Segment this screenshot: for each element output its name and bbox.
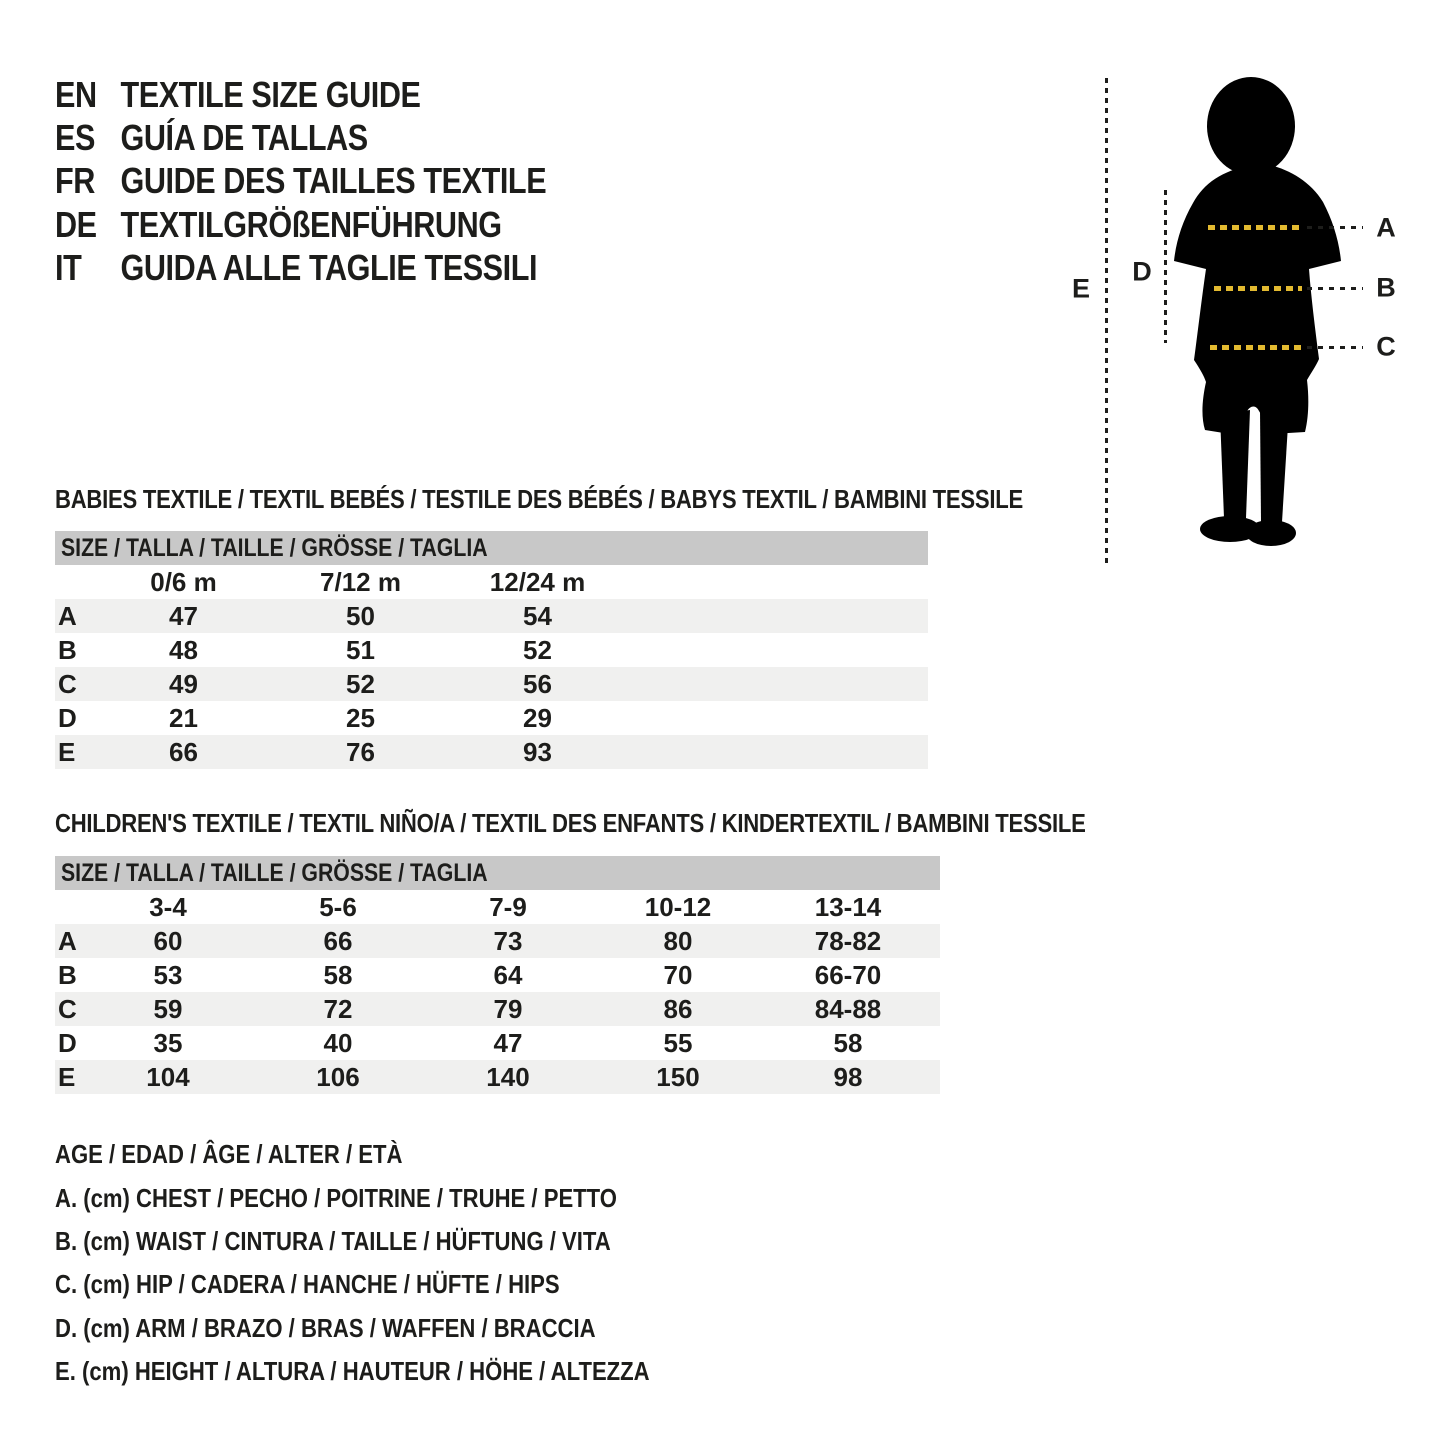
table-row xyxy=(55,1026,940,1060)
column-header: 5-6 xyxy=(319,891,357,922)
chest-dash-yellow xyxy=(1208,225,1304,230)
lang-code: ES xyxy=(55,116,95,158)
filler-cell xyxy=(626,565,928,599)
filler-cell xyxy=(933,890,940,924)
lang-row-fr xyxy=(55,160,633,203)
cell: 60 xyxy=(83,924,253,958)
table-row xyxy=(55,667,928,701)
cell: 64 xyxy=(493,959,523,990)
row-label: E xyxy=(55,735,95,769)
lang-row-en xyxy=(55,73,633,116)
arm-measure-line-d xyxy=(1164,190,1167,343)
column-header: 3-4 xyxy=(149,891,187,922)
cell: 98 xyxy=(763,1060,933,1094)
cell: 58 xyxy=(833,1027,863,1058)
hip-dash-black xyxy=(1307,346,1363,349)
silhouette-head xyxy=(1207,77,1295,175)
filler-cell xyxy=(626,633,928,667)
figure-label-d: D xyxy=(1132,256,1152,287)
cell: 29 xyxy=(523,702,552,733)
filler-cell xyxy=(933,1026,940,1060)
cell: 80 xyxy=(593,924,763,958)
children-column-header-row xyxy=(55,890,940,924)
cell: 59 xyxy=(83,992,253,1026)
cell: 78-82 xyxy=(763,924,933,958)
cell: 76 xyxy=(272,735,449,769)
children-size-table xyxy=(55,890,940,1094)
cell: 53 xyxy=(153,959,183,990)
waist-dash-black xyxy=(1307,287,1363,290)
lang-row-de xyxy=(55,203,633,246)
filler-cell xyxy=(933,992,940,1026)
babies-size-table xyxy=(55,565,928,769)
cell: 58 xyxy=(323,959,353,990)
row-label: D xyxy=(58,702,77,733)
cell: 73 xyxy=(423,924,593,958)
hip-dash-yellow xyxy=(1210,345,1304,350)
cell: 106 xyxy=(253,1060,423,1094)
legend-line-arm: D. (cm) ARM / BRAZO / BRAS / WAFFEN / BRACCIA xyxy=(55,1312,596,1343)
row-label: A xyxy=(55,599,95,633)
legend-line-chest: A. (cm) CHEST / PECHO / POITRINE / TRUHE / PETTO xyxy=(55,1182,617,1213)
cell: 66 xyxy=(253,924,423,958)
lang-code: IT xyxy=(55,246,82,288)
filler-cell xyxy=(626,735,928,769)
legend-line-age: AGE / EDAD / ÂGE / ALTER / ETÀ xyxy=(55,1139,403,1170)
cell: 35 xyxy=(153,1027,183,1058)
silhouette-right-shoe xyxy=(1246,520,1296,546)
cell: 72 xyxy=(253,992,423,1026)
filler-cell xyxy=(933,1060,940,1094)
cell: 25 xyxy=(346,702,375,733)
table-row xyxy=(55,599,928,633)
corner-cell xyxy=(55,890,83,924)
cell: 56 xyxy=(449,667,626,701)
cell: 70 xyxy=(663,959,693,990)
column-header: 0/6 m xyxy=(150,566,217,597)
chest-dash-black xyxy=(1307,226,1363,229)
babies-size-header-bar: SIZE / TALLA / TAILLE / GRÖSSE / TAGLIA xyxy=(55,531,928,565)
cell: 51 xyxy=(346,634,375,665)
filler-cell xyxy=(933,958,940,992)
lang-title: TEXTILGRÖßENFÜHRUNG xyxy=(120,203,502,245)
filler-cell xyxy=(626,667,928,701)
column-header: 12/24 m xyxy=(489,566,586,597)
cell: 52 xyxy=(272,667,449,701)
figure-label-c: C xyxy=(1376,331,1396,362)
silhouette-body xyxy=(1174,165,1341,434)
cell: 47 xyxy=(493,1027,523,1058)
figure-label-a: A xyxy=(1376,212,1396,243)
cell: 66 xyxy=(95,735,272,769)
legend-line-hip: C. (cm) HIP / CADERA / HANCHE / HÜFTE / HIPS xyxy=(55,1269,560,1300)
cell: 66-70 xyxy=(814,959,882,990)
cell: 86 xyxy=(593,992,763,1026)
table-row xyxy=(55,958,940,992)
table-row xyxy=(55,924,940,958)
row-label: A xyxy=(55,924,83,958)
column-header: 13-14 xyxy=(814,891,882,922)
filler-cell xyxy=(933,924,940,958)
figure-label-b: B xyxy=(1376,272,1396,303)
babies-column-header-row xyxy=(55,565,928,599)
row-label: C xyxy=(55,667,95,701)
column-header: 10-12 xyxy=(644,891,712,922)
row-label: B xyxy=(58,959,77,990)
lang-title: GUIDE DES TAILLES TEXTILE xyxy=(120,160,547,202)
lang-title: TEXTILE SIZE GUIDE xyxy=(120,73,421,115)
row-label: B xyxy=(58,634,77,665)
legend-line-height: E. (cm) HEIGHT / ALTURA / HAUTEUR / HÖHE / ALTEZZA xyxy=(55,1356,650,1387)
silhouette-left-leg xyxy=(1220,410,1250,518)
cell: 49 xyxy=(95,667,272,701)
lang-title: GUIDA ALLE TAGLIE TESSILI xyxy=(120,246,538,288)
lang-title: GUÍA DE TALLAS xyxy=(120,116,368,158)
cell: 79 xyxy=(423,992,593,1026)
measurement-legend xyxy=(55,1133,755,1393)
waist-dash-yellow xyxy=(1214,286,1302,291)
lang-row-es xyxy=(55,116,633,159)
cell: 140 xyxy=(423,1060,593,1094)
figure-label-e: E xyxy=(1071,273,1091,304)
lang-row-it xyxy=(55,246,633,289)
silhouette-right-leg xyxy=(1260,410,1288,522)
table-row xyxy=(55,1060,940,1094)
corner-cell xyxy=(55,565,95,599)
babies-section-title: BABIES TEXTILE / TEXTIL BEBÉS / TESTILE DES BÉBÉS / BABYS TEXTIL / BAMBINI TESSILE xyxy=(55,484,1023,514)
children-size-header-bar: SIZE / TALLA / TAILLE / GRÖSSE / TAGLIA xyxy=(55,856,940,890)
cell: 40 xyxy=(323,1027,353,1058)
cell: 50 xyxy=(272,599,449,633)
cell: 84-88 xyxy=(763,992,933,1026)
cell: 93 xyxy=(449,735,626,769)
filler-cell xyxy=(626,701,928,735)
filler-cell xyxy=(626,599,928,633)
language-header xyxy=(55,73,633,289)
column-header: 7-9 xyxy=(489,891,527,922)
cell: 21 xyxy=(169,702,198,733)
row-label: E xyxy=(55,1060,83,1094)
lang-code: FR xyxy=(55,160,95,202)
table-row xyxy=(55,735,928,769)
cell: 55 xyxy=(663,1027,693,1058)
cell: 54 xyxy=(449,599,626,633)
table-row xyxy=(55,701,928,735)
lang-code: DE xyxy=(55,203,97,245)
cell: 48 xyxy=(169,634,198,665)
cell: 52 xyxy=(523,634,552,665)
children-section-title: CHILDREN'S TEXTILE / TEXTIL NIÑO/A / TEXTIL DES ENFANTS / KINDERTEXTIL / BAMBINI TESSILE xyxy=(55,808,1086,838)
column-header: 7/12 m xyxy=(320,566,401,597)
cell: 104 xyxy=(83,1060,253,1094)
table-row xyxy=(55,992,940,1026)
table-row xyxy=(55,633,928,667)
lang-code: EN xyxy=(55,73,97,115)
cell: 47 xyxy=(95,599,272,633)
cell: 150 xyxy=(593,1060,763,1094)
row-label: D xyxy=(58,1027,77,1058)
legend-line-waist: B. (cm) WAIST / CINTURA / TAILLE / HÜFTUNG / VITA xyxy=(55,1225,611,1256)
row-label: C xyxy=(55,992,83,1026)
